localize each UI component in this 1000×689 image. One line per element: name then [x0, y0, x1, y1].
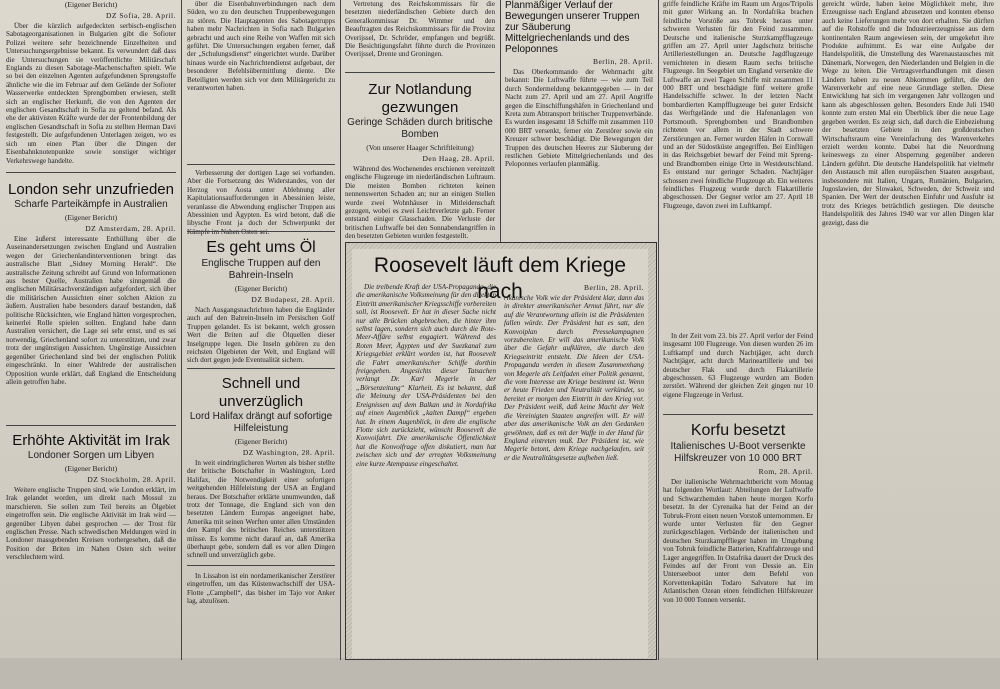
column-2: [187, 0, 335, 660]
headline-schnell: Schnell und unverzüglich: [218, 375, 304, 410]
article-text: Verbesserung der dortigen Lage sei vorhanden. Aber die Fortsetzung des Widerstandes, von der Herzog von Aosta unter Ablehnung aller Kapitulationsaufforderungen in Abessinien leiste, veranlasse die Abwendung englischer Truppen aus Abessinien und Ägypten. Es wird betont, daß die libysche Front ja doch der Schwerpunkt der: [187, 169, 335, 228]
headline-london: London sehr unzufrieden: [8, 181, 174, 198]
column-5: [663, 0, 813, 660]
byline: (Eigener Bericht): [234, 284, 288, 293]
dateline: Berlin, 28. April.: [592, 57, 653, 66]
roosevelt-right-column: [504, 283, 644, 653]
article-text: Das Oberkommando der Wehrmacht gibt bekannt: Die Luftwaffe führte — wie zum Teil durch Sondermeldung bekanntgegeben — in der Nacht zum 27. April und am 27. April Angriffe gegen die Einschiffungshäfen in Griechenland und Kreta zum Abtransport britischer Truppenverbände. Es wurden insgesamt 18 Schiffe mit zusammen 110 000 BRT versenkt, ferner ein Zerstörer sowie ein Kreuzer schwer beschädigt. Die Bewegungen der Truppen des deutschen Heeres zur Säuberung der restlichen Gebiete Mittelgriechenlands und des Peloponnes verlaufen planmäßig.: [505, 68, 653, 169]
dateline: Den Haag, 28. April.: [422, 154, 495, 163]
subheadline: Londoner Sorgen um Libyen: [27, 450, 155, 461]
headline-korfu: Korfu besetzt: [690, 422, 786, 439]
subheadline: Englische Truppen auf den Bahrein-Inseln: [201, 258, 321, 281]
dateline: DZ Budapest, 28. April.: [251, 295, 335, 304]
article-text: In weit eindringlicheren Worten als bisher stellte der britische Botschafter in Washington, Lord Halifax, die Notwendigkeit einer sofortigen weitgehenden Hilfeleistung der USA an England heraus. Der Botschafter erklärte unumwunden, daß trotz der Tonnage, die England sich von den besetzten Ländern Europas angeeignet habe, Amerika mit seinen Werften unter allen Umständen den Kampf des britischen Reiches unterstützen müsse. Es komme nicht darauf an, daß Amerika überhaupt gebe, sondern daß es vor allen Dingen schnell und unverzüglich gebe.: [187, 459, 335, 560]
column-rule: [817, 0, 818, 660]
column-rule: [181, 0, 182, 660]
headline-oel: Es geht ums Öl: [206, 239, 316, 256]
article-divider: [187, 231, 335, 232]
article-divider: [663, 414, 813, 415]
column-rule: [340, 0, 341, 660]
article-text: Nach Ausgangsnachrichten haben die Engländer auch auf den Bahrein-Inseln im Persischen Golf Truppen gelandet. Es ist bekannt, welch grossen Wert die Briten auf die Ölquellen dieser Inselgruppe legen. Die Inseln gehören zu den reichsten Ölgebieten der Welt, und England will sich dort gegen jede Eventualität sichern.: [187, 306, 335, 365]
article-text: rikanische Volk wie der Präsident klar, dann das in direkter amerikanischer Armut führt, nur die auf die Verantwortung allein ist die Präsidenten fallen würde. Der Präsident hat es satt, den Konvoiplan durch Pressekampagnen vorzubereiten. Er will das amerikanische Volk über die Gefahr aufklären, die durch den Kriegseintritt entsteht. Die Ideen der USA-Propaganda werden in diesem Zusammenhang von Megerle als Leitfaden einer Politik genannt, die vom Interesse am Kriege bestimmt ist. Wenn er heute Frieden und Neutralität verkündet, so bereitet er morgen den Eintritt in den Krieg vor. Der Präsident weiß, daß keine Macht der Welt die Vereinigten Staaten angreifen will. Er will aber das amerikanische Volk an den Gedanken gewöhnen, daß es mit der Waffe in der Hand für England eintreten muß. Der Präsident ist, wie Megerle betont, dem Kriege nachgelaufen, seit er die Neutralitätsgesetze aufheben ließ.: [504, 294, 644, 462]
article-divider: [187, 565, 335, 566]
article-text: Weitere englische Truppen sind, wie London erklärt, im Irak gelandet worden, um direkt nach Mossul zu marschieren. Sie sollen zum Teil bereits an Ölgebiet eingetroffen sein. Die englische Aktivität im Irak wird — gegenüber Libyen dabei gesprochen — der Trost für englischen Presse. Nach schwedischen Meldungen wird in Londoner massgebenden Kreisen vorhergesehen, daß die Position der Briten im Nahen Osten sich weiter verschlechtern wird.: [6, 486, 176, 562]
headline-notlandung: Zur Notlandung gezwungen: [368, 81, 472, 116]
roosevelt-left-column: [356, 283, 496, 653]
article-text: Die treibende Kraft der USA-Propaganda, die die amerikanische Volksmeinung für den direkten Eintritt amerikanischer Kriegsschiffe vorbereiten soll, ist Roosevelt. Er hat in dieser Sache nicht nur alle Brücken abgebrochen, die hinter ihm selbst lagen, sondern sich auch durch die Rote-Meer-Affäre selbst engagiert. Während des Roten Meer, Ägypten und der Suezkanal zum Kriegsgebiet erklärt worden ist, hat Roosevelt die Fahrt amerikanischer Schiffe dorthin freigegeben. Angesichts dieser Tatsachen verlangt Dr. Karl Megerle in der „Börsenzeitung“ Klarheit. Es ist bekannt, daß die Meinung der USA-Präsidenten bei den Ereignissen auf dem Balkan und in Nordafrika auf einen Augenblick „kalten Dampf“ ergeben hat. In einem Augenblick, in dem die englische Flotte sich zurückzieht, wünscht Roosevelt die Konvoifahrt. Die amerikanische Öffentlichkeit hat die Konvoifrage offen diskutiert, man hat zwischen sich und der erregten Volksmeinung eine kurze Atempause eingeschaltet.: [356, 283, 496, 468]
dateline: Berlin, 28. April.: [583, 283, 644, 292]
article-text: über die Eisenbahnverbindungen nach dem Süden, wo zu den deutschen Truppenbewegungen zu stören. Die Hauptagenten des Sabotagetrupps haben mehr Nachrichten in Sofia nach Bulgarien gebracht und auch eine Reihe von Waffen mit sich geführt. Die Untersuchungen ergaben ferner, daß der „Schulungsdienst“ eingerichtet wurde. Darüber hinaus wurde ein Nachrichtendienst aufgebaut, der besonderer Befehlsübermittlung diente. Die Beteiligten werden sich vor dem Militärgericht zu verantworten haben.: [187, 0, 335, 93]
byline: (Eigener Bericht): [234, 437, 288, 446]
article-text: In der Zeit vom 23. bis 27. April verlor der Feind insgesamt 100 Flugzeuge. Von diesen wurden 26 im Luftkampf und durch Nachtjäger, acht durch Nachtjäger, acht durch Marineartillerie und bei deutscher Flak und durch Flakartillerie abgeschossen. 63 Flugzeuge wurden am Boden zerstört. Während der gleichen Zeit gingen nur 10 eigene Flugzeuge in Verlust.: [663, 332, 813, 399]
article-divider: [187, 164, 335, 165]
byline: (Eigener Bericht): [64, 0, 118, 9]
subheadline: Lord Halifax drängt auf sofortige Hilfeleistung: [189, 411, 333, 434]
byline: (Von unserer Haager Schriftleitung): [366, 143, 474, 152]
headline-roosevelt: Roosevelt läuft dem Kriege nach: [373, 254, 627, 303]
article-divider: [187, 368, 335, 369]
article-text: Der italienische Wehrmachtbericht vom Montag hat folgenden Wortlaut: Abteilungen der Luftwaffe und Schwarzhemden haben heute morgen Korfu besetzt. In der Cyrenaika hat der Feind an der Tobruk-Front einen neuen Vorstoß unternommen. Er wurde unter Verlusten für den Gegner zurückgeschlagen. Verbände der italienischen und deutschen Sturzkampfflieger haben im Umgebung von Tobruk feindliche Batterien, Kraftfahrzeuge und Lager angegriffen. In Ostafrika dauert der Druck des Feindes auf der Front von Dessie an. Ein Unterseeboot unter dem Befehl von Korvettenkapitän Todaro Salvatore hat im Atlantischen Ozean einen feindlichen Hilfskreuzer von 10 000 Tonnen versenkt.: [663, 478, 813, 604]
article-divider: [6, 172, 176, 173]
subheadline: Scharfe Parteikämpfe in Australien: [14, 199, 168, 210]
byline: (Eigener Bericht): [64, 213, 118, 222]
column-6: [822, 0, 994, 595]
column-rule: [658, 0, 659, 660]
article-text: Über die kürzlich aufgedeckten serbisch-englischen Sabotageorganisationen in Bulgarien gibt die Sofioter Polizei weitere sehr bezeichnende Einzelheiten und Untersuchungsergebnisse bekannt. Es verwundert daß dass die Untersuchungen sie veröffentlichte Militärschaft Englands zu diesen Sabotage-Machenschaften spielt. Wie so bei den einzelnen Agenten aufgefundenen Sprengstoffe ähnliche wie die im Februar auf dem Gelände der Sofioter Wasserwerke entdeckten Sprengbomben erwiesen, stellt sich an englischer Herkunft, die von den Agenten der englischen Gesandtschaft in Sofia zu geltend befand. Als ehe der aktivisten Kräfte wurde der der Frontenbildung der englischen Gesandtschaft in Sofia zu stellten Herman Davi festgestellt. Die aufgefundenen Unterlagen zeigen, wo es sich um einen Plan über die Dingen der Eisenbahnknotenpunkte sowie sonstiger wichtiger Verkehrswege handelte.: [6, 22, 176, 165]
article-text: Während des Wochenendes erschienen vereinzelt englische Flugzeuge im niederländischen Luftraum. Die meisten Bomben richteten keinen nennenswerten Schaden an; nur an einigen Stellen wurde zwei Wohnhäuser in Mitleidenschaft gezogen, wobei es zwei Leichtverletzte gab. Ferner entstand einiger Glasschaden. Die Verluste der britischen Luftwaffe bei den Sonnabendangriffen in den besetzten Gebieten wurden festgestellt.: [345, 165, 495, 241]
headline-irak: Erhöhte Aktivität im Irak: [12, 432, 170, 449]
article-divider: [345, 72, 495, 73]
dateline: Rom, 28. April.: [758, 467, 813, 476]
headline-planmaessig: Planmäßiger Verlauf der Bewegungen unserer Truppen zur Säuberung Mittelgriechenlands und des Peloponnes: [505, 0, 640, 55]
column-1: [6, 0, 176, 660]
article-text: Eine äußerst interessante Enthüllung über die Auseinandersetzungen zwischen England und Australien wegen der Griechenlandinterventionen bringt das australische Blatt „Sidney Morning Herald“. Die australische Zeitung schreibt auf Grund von Informationen aus bester Quelle, Australien habe sinngemäß die englischen Militärsachverständigen aufgefordert, sich über die militärischen Aussichten einer solchen Aktion zu äußern. Australien habe besonders darauf bestanden, daß politische Rücksichten, wie England hätten vorgesprochen, keinerlei Rolle spielen sollten. England habe dann Australien versichert, die Lage sei sehr ernst, und es sei notwendig, Griechenland sofort zu unterstützen, und zwar trotz der ungünstigen Aussichten. Ungünstige Aussichten gegenüber Griechenland sind bei der englischen Politik eingeschränkt. In einer Wahlrede der australischen Opposition wurde erklärt, daß England die Entscheidung allein getroffen habe.: [6, 235, 176, 386]
byline: (Eigener Bericht): [64, 464, 118, 473]
dateline: DZ Washington, 28. April.: [242, 448, 335, 457]
roosevelt-box: [352, 249, 648, 658]
subheadline: Italienisches U-Boot versenkte Hilfskreuzer von 10 000 BRT: [670, 441, 806, 464]
dateline: DZ Stockholm, 28. April.: [87, 475, 176, 484]
dateline: DZ Amsterdam, 28. April.: [85, 224, 176, 233]
page-bottom-margin: [0, 658, 1000, 689]
column-3: [345, 0, 495, 240]
article-divider: [6, 425, 176, 426]
article-text: Vertretung des Reichskommissars für die besetzten niederländischen Gebiete durch den Generalkommissar Dr. Wimmer und den Beauftragten des Reichskommissars für die Provinz Overijssel, Dr. Schröder, empfangen und begrüßt. Die Besichtigungsfahrt führte durch die Provinzen Overijssel, Drente und Groningen.: [345, 0, 495, 59]
article-text: gereicht würde, haben keine Möglichkeit mehr, ihre Erzeugnisse nach England abzusetzen und konnten ebenso auch keine Lieferungen mehr von dort erhalten. Sie dürften auf die Rohstoffe und die Industrieerzeugnisse aus dem kontinentalen Raum angewiesen sein, der umgekehrt ihre Produkte aufnimmt. Es war eine Aufgabe der Handelspolitik, die Umstellung des Warenaustausches mit Dänemark, Norwegen, den Niederlanden und Belgien in die Wege zu leiten. Die Vertragsverhandlungen mit diesen Ländern haben zu neuen Abkommen geführt, die den Warenverkehr auf eine neue Grundlage stellen. Diese Entwicklung hat sich im vergangenen Jahr vollzogen und kann als abgeschlossen gelten. Besonders Ende Juli 1940 konnte zum ersten Mal ein Überblick über die neue Lage gegeben werden. Es zeigt sich, daß durch die Einbeziehung der besetzten Gebiete in den großdeutschen Wirtschaftsraum eine Vereinfachung des Warenverkehrs erzielt werden konnte. Dabei hat die Neuordnung keineswegs zu einer Absperrung gegenüber anderen Ländern geführt. Die deutsche Handelspolitik hat vielmehr den Austausch mit allen europäischen Staaten ausgebaut, insbesondere mit Italien, Ungarn, Rumänien, Bulgarien, Jugoslawien, der Slowakei, Schweden, der Schweiz und Spanien. Der Wert der deutschen Einfuhr und Ausfuhr ist trotz des Krieges beträchtlich gestiegen. Die deutsche Handelspolitik des Jahres 1940 war vor allen Dingen klar gezeigt, dass die: [822, 0, 994, 227]
dateline: DZ Sofia, 28. April.: [106, 11, 176, 20]
subheadline: Geringe Schäden durch britische Bomben: [347, 117, 493, 140]
column-4: [505, 0, 653, 240]
article-text: griffe feindliche Kräfte im Raum um Argos/Tripolis mit guter Wirkung an. In Nordafrika brachen feindliche Vorstöße aus Tobruk heraus unter schweren Verlusten für den Feind zusammen. Deutsche und italienische Sturzkampfflugzeuge griffen am 27. April unter Jagdschutz britische Artilleriestellungen an. Deutsche Jagdflugzeuge vernichteten in diesem Raum sechs britische Flugzeuge. Im Seegebiet um England versenkte die Luftwaffe an zwei Tagen Schiffe mit zusammen 11 000 BRT und beschädigte fünf weitere große Handelsschiffe schwer. In der letzten Nacht bombardierten Kampfflugzeuge bei guter Erdsicht das Werftgelände und die Hafenanlagen von Portsmouth. Sprengbomben und Brandbomben richteten vor allem in der Stadt schwere Zerstörungen an. Ferner wurden Häfen in Cornwall und an der Südostküste angegriffen. Bei Einflügen in das Reichsgebiet bewarf der Feind mit Spreng- und Brandbomben einige Orte in Westdeutschland. Es entstand nur geringer Schaden. Nachtjäger schossen zwei feindliche Flugzeuge ab. Ein weiteres feindliches Flugzeug wurde durch Flakartillerie abgeschossen. Der Gegner verlor am 27. April 18 Flugzeuge, davon zwei im Luftkampf.: [663, 0, 813, 210]
article-text: In Lissabon ist ein nordamerikanischer Zerstörer eingetroffen, um das Küstenwachschiff der USA-Flotte „Campbell“, das bisher im Tajo vor Anker lag, abzulösen.: [187, 572, 335, 606]
